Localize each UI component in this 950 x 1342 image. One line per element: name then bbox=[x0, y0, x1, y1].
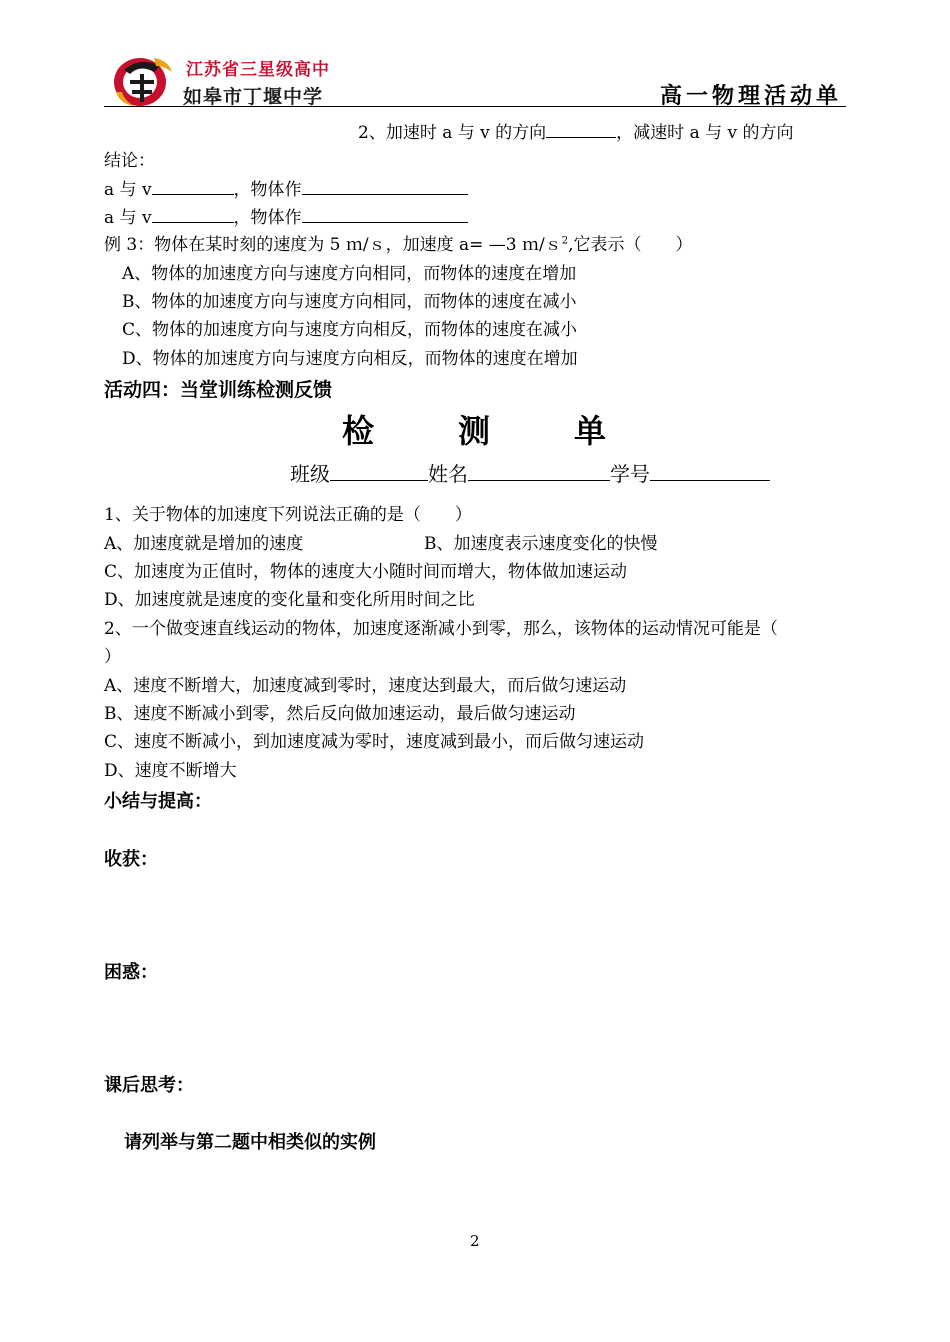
afterclass-prompt: 请列举与第二题中相类似的实例 bbox=[124, 1132, 376, 1153]
name-label: 姓名 bbox=[428, 462, 468, 486]
q1-option-a: A、加速度就是增加的速度 bbox=[104, 534, 304, 554]
example3-option-b: B、物体的加速度方向与速度方向相同，而物体的速度在减小 bbox=[122, 292, 577, 312]
school-name-line2: 如皋市丁堰中学 bbox=[183, 86, 324, 108]
example3-stem-suffix: ,它表示（ ） bbox=[568, 235, 693, 255]
test-sheet-title-char: 检 bbox=[342, 412, 375, 450]
q2-option-b: B、速度不断减小到零，然后反向做加速运动，最后做匀速运动 bbox=[104, 704, 576, 724]
q1-option-c: C、加速度为正值时，物体的速度大小随时间而增大，物体做加速运动 bbox=[104, 562, 628, 582]
answer-blank[interactable] bbox=[546, 120, 616, 138]
class-field[interactable] bbox=[330, 460, 428, 481]
student-id-label: 学号 bbox=[610, 462, 650, 486]
test-sheet-title-char: 测 bbox=[458, 412, 491, 450]
answer-blank[interactable] bbox=[302, 205, 468, 223]
activity4-heading: 活动四：当堂训练检测反馈 bbox=[104, 379, 333, 401]
q2-stem-cont: ） bbox=[104, 647, 121, 667]
direction-question bbox=[358, 120, 794, 145]
answer-blank[interactable] bbox=[302, 177, 468, 195]
answer-blank[interactable] bbox=[152, 205, 234, 223]
example3-stem-sup: 2 bbox=[561, 235, 569, 247]
test-sheet-title bbox=[342, 406, 606, 452]
test-sheet-title-char: 单 bbox=[574, 412, 607, 450]
header-divider bbox=[104, 106, 846, 107]
conclusion-cond-prefix: a 与 v bbox=[104, 180, 152, 200]
direction-question-mid: ，减速时 a 与 v 的方向 bbox=[616, 123, 794, 143]
school-logo-icon bbox=[110, 52, 178, 108]
conclusion-line-1 bbox=[104, 177, 468, 202]
confusion-label: 困惑： bbox=[104, 962, 158, 983]
afterclass-label: 课后思考： bbox=[104, 1075, 194, 1096]
conclusion-line-2 bbox=[104, 205, 468, 230]
q1-stem: 1、关于物体的加速度下列说法正确的是（ ） bbox=[104, 505, 472, 525]
gain-label: 收获： bbox=[104, 849, 158, 870]
page-number: 2 bbox=[470, 1232, 480, 1250]
example3-option-a: A、物体的加速度方向与速度方向相同，而物体的速度在增加 bbox=[122, 264, 577, 284]
class-label: 班级 bbox=[290, 462, 330, 486]
answer-blank[interactable] bbox=[152, 177, 234, 195]
example3-option-c: C、物体的加速度方向与速度方向相反，而物体的速度在减小 bbox=[122, 320, 578, 340]
q1-option-d: D、加速度就是速度的变化量和变化所用时间之比 bbox=[104, 590, 475, 610]
conclusion-cond-mid: ，物体作 bbox=[233, 180, 302, 200]
q2-option-d: D、速度不断增大 bbox=[104, 761, 237, 781]
q2-option-c: C、速度不断减小，到加速度减为零时，速度减到最小，而后做匀速运动 bbox=[104, 732, 645, 752]
q2-stem: 2、一个做变速直线运动的物体，加速度逐渐减小到零，那么，该物体的运动情况可能是（ bbox=[104, 619, 778, 639]
student-id-field[interactable] bbox=[650, 460, 770, 481]
example3-option-d: D、物体的加速度方向与速度方向相反，而物体的速度在增加 bbox=[122, 349, 578, 369]
direction-question-prefix: 2、加速时 a 与 v 的方向 bbox=[358, 123, 547, 143]
q2-option-a: A、速度不断增大，加速度减到零时，速度达到最大，而后做匀速运动 bbox=[104, 676, 627, 696]
q1-option-b: B、加速度表示速度变化的快慢 bbox=[424, 534, 658, 554]
example3-stem-prefix: 例 3：物体在某时刻的速度为 5 ｍ/ｓ，加速度 a= —3 ｍ/ｓ bbox=[104, 235, 562, 255]
summary-heading: 小结与提高： bbox=[104, 791, 212, 812]
name-field[interactable] bbox=[468, 460, 610, 481]
document-title: 高一物理活动单 bbox=[660, 83, 843, 109]
conclusion-cond-prefix: a 与 v bbox=[104, 208, 152, 228]
example3-stem bbox=[104, 233, 693, 257]
conclusion-cond-mid: ，物体作 bbox=[233, 208, 302, 228]
school-name-line1: 江苏省三星级高中 bbox=[186, 60, 330, 80]
student-info-line bbox=[290, 460, 770, 487]
conclusion-label: 结论： bbox=[104, 151, 155, 171]
